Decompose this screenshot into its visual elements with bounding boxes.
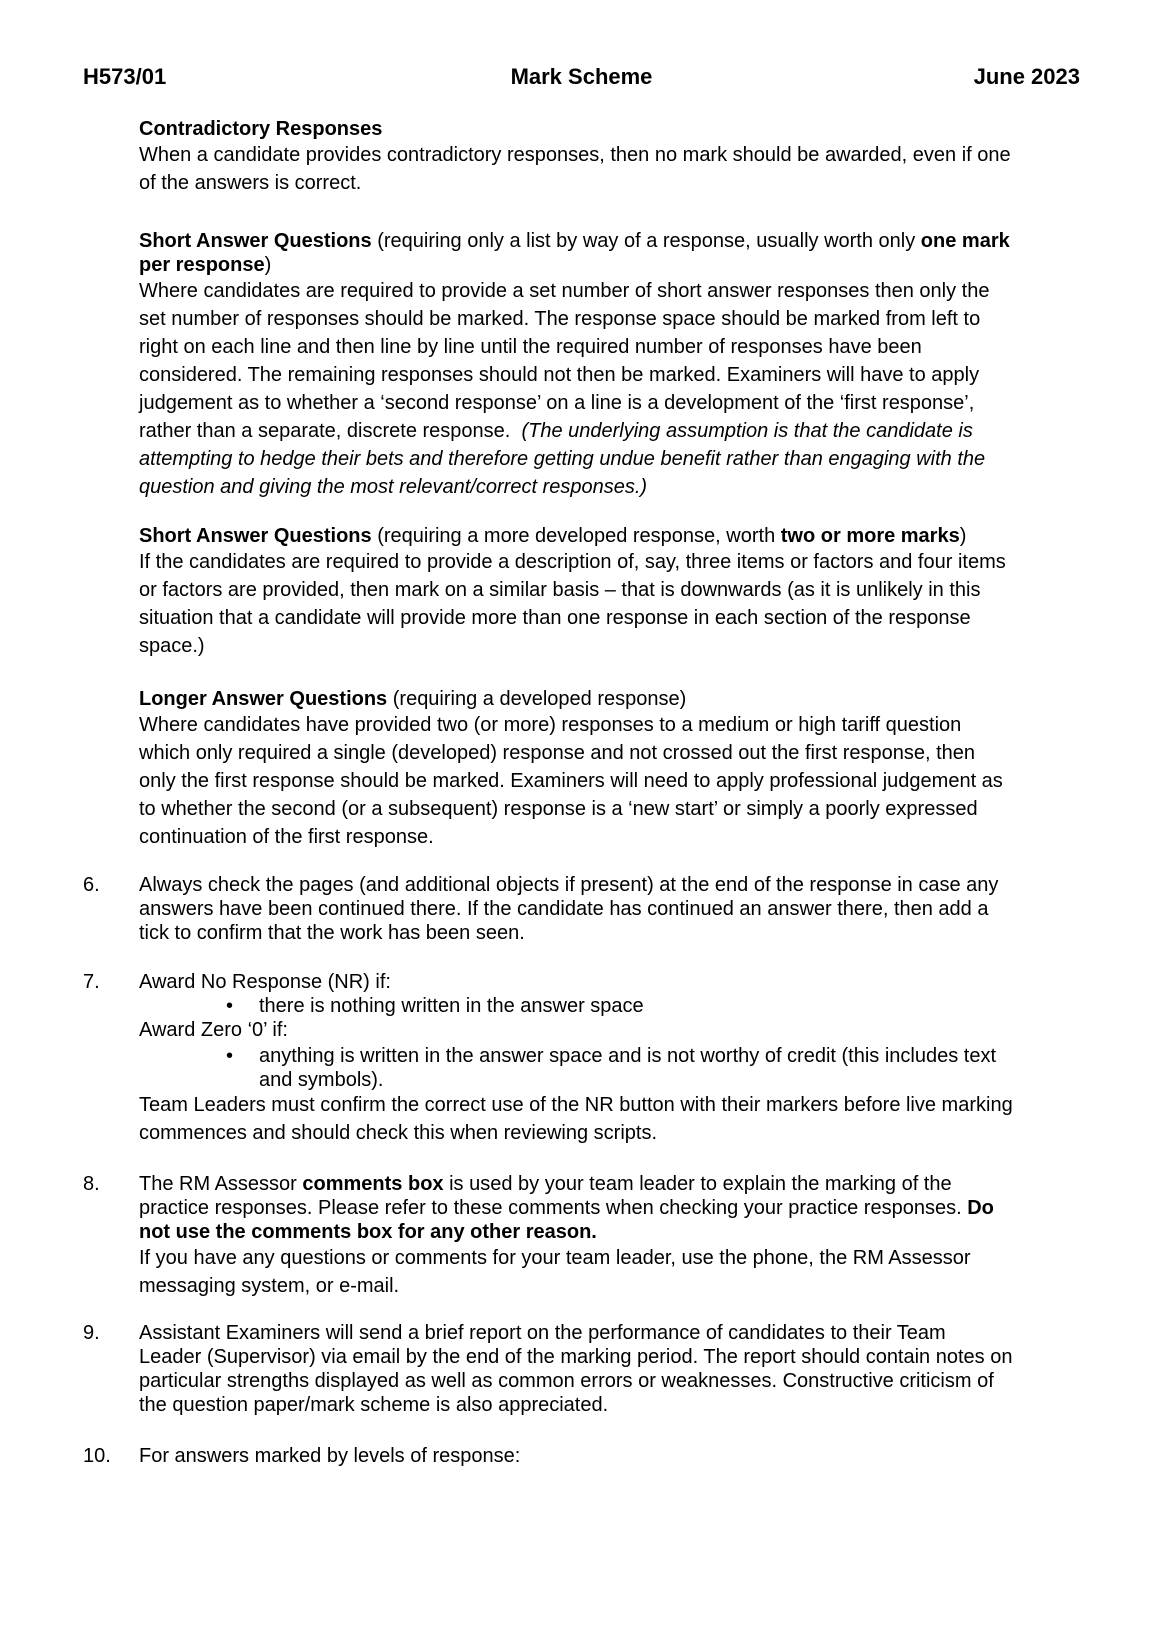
paragraph-line: right on each line and then line by line until the required number of responses have been <box>139 336 922 358</box>
paragraph-line-italic: question and giving the most relevant/correct responses.) <box>139 476 648 498</box>
paragraph-line: Where candidates are required to provide a set number of short answer responses then only the <box>139 280 990 302</box>
paragraph-line: which only required a single (developed) response and not crossed out the first response, then <box>139 742 976 764</box>
paragraph-line: the question paper/mark scheme is also appreciated. <box>139 1394 609 1416</box>
item-8 <box>139 1172 1099 1300</box>
section-longer-answer <box>139 687 1099 851</box>
paragraph-line: The RM Assessor comments box is used by your team leader to explain the marking of the <box>139 1173 952 1195</box>
section-heading: Short Answer Questions (requiring a more developed response, worth two or more marks) <box>139 525 967 547</box>
paragraph-line: space.) <box>139 635 205 657</box>
section-heading: Contradictory Responses <box>139 118 383 140</box>
paragraph-line: continuation of the first response. <box>139 826 434 848</box>
paragraph-line: particular strengths displayed as well as common errors or weaknesses. Constructive criticism of <box>139 1370 994 1392</box>
nr-intro: Award No Response (NR) if: <box>139 971 391 993</box>
paragraph-line: commences and should check this when reviewing scripts. <box>139 1122 658 1144</box>
zero-intro-block <box>139 1018 1099 1042</box>
paragraph-line-bold: not use the comments box for any other reason. <box>139 1221 597 1243</box>
paragraph-line: set number of responses should be marked. The response space should be marked from left to <box>139 308 981 330</box>
section-heading-continued: per response) <box>139 254 272 276</box>
paragraph-line: For answers marked by levels of response: <box>139 1445 521 1467</box>
paragraph-line: considered. The remaining responses should not then be marked. Examiners will have to apply <box>139 364 980 386</box>
paragraph-line: When a candidate provides contradictory responses, then no mark should be awarded, even if one <box>139 144 1011 166</box>
bullet-icon: • <box>226 1045 234 1067</box>
paragraph-line: or factors are provided, then mark on a similar basis – that is downwards (as it is unlikely in this <box>139 579 981 601</box>
paragraph-line-italic: attempting to hedge their bets and therefore getting undue benefit rather than engaging with the <box>139 448 986 470</box>
paragraph-line: If the candidates are required to provide a description of, say, three items or factors and four items <box>139 551 1006 573</box>
section-heading: Short Answer Questions (requiring only a list by way of a response, usually worth only one mark <box>139 230 1010 252</box>
paragraph-line: If you have any questions or comments for your team leader, use the phone, the RM Assessor <box>139 1247 971 1269</box>
paragraph-line: practice responses. Please refer to these comments when checking your practice responses. Do <box>139 1197 994 1219</box>
item-number: 6. <box>83 874 100 896</box>
item-number: 10. <box>83 1445 111 1467</box>
exam-date: June 2023 <box>973 64 1080 89</box>
page-header <box>83 64 1080 94</box>
paragraph-line: Always check the pages (and additional objects if present) at the end of the response in case any <box>139 874 999 896</box>
item-number: 9. <box>83 1322 100 1344</box>
section-short-answer-developed <box>139 524 1099 660</box>
paragraph-line: rather than a separate, discrete response. (The underlying assumption is that the candidate is <box>139 420 973 442</box>
zero-intro: Award Zero ‘0’ if: <box>139 1019 288 1041</box>
paragraph-line: tick to confirm that the work has been seen. <box>139 922 525 944</box>
paper-code: H573/01 <box>83 64 167 89</box>
item-10 <box>139 1444 1099 1468</box>
item-7 <box>139 970 1099 994</box>
paragraph-line: Leader (Supervisor) via email by the end of the marking period. The report should contain notes on <box>139 1346 1013 1368</box>
paragraph-line: to whether the second (or a subsequent) response is a ‘new start’ or simply a poorly expressed <box>139 798 978 820</box>
paragraph-line: messaging system, or e-mail. <box>139 1275 400 1297</box>
paragraph-line: only the first response should be marked. Examiners will need to apply professional judgement as <box>139 770 1003 792</box>
item-number: 7. <box>83 971 100 993</box>
paragraph-line: answers have been continued there. If the candidate has continued an answer there, then add a <box>139 898 989 920</box>
section-contradictory-responses <box>139 117 1099 197</box>
nr-footer <box>139 1091 1099 1147</box>
paragraph-line: judgement as to whether a ‘second response’ on a line is a development of the ‘first response’, <box>139 392 975 414</box>
section-short-answer-list <box>139 229 1099 501</box>
paragraph-line: Team Leaders must confirm the correct use of the NR button with their markers before live marking <box>139 1094 1013 1116</box>
item-number: 8. <box>83 1173 100 1195</box>
section-heading: Longer Answer Questions (requiring a developed response) <box>139 688 687 710</box>
bullet-icon: • <box>226 995 234 1017</box>
paragraph-line: Where candidates have provided two (or more) responses to a medium or high tariff question <box>139 714 962 736</box>
page-title: Mark Scheme <box>510 64 653 89</box>
item-6 <box>139 873 1099 945</box>
paragraph-line: of the answers is correct. <box>139 172 362 194</box>
paragraph-line: situation that a candidate will provide more than one response in each section of the response <box>139 607 971 629</box>
item-9 <box>139 1321 1099 1417</box>
paragraph-line: Assistant Examiners will send a brief report on the performance of candidates to their Team <box>139 1322 946 1344</box>
